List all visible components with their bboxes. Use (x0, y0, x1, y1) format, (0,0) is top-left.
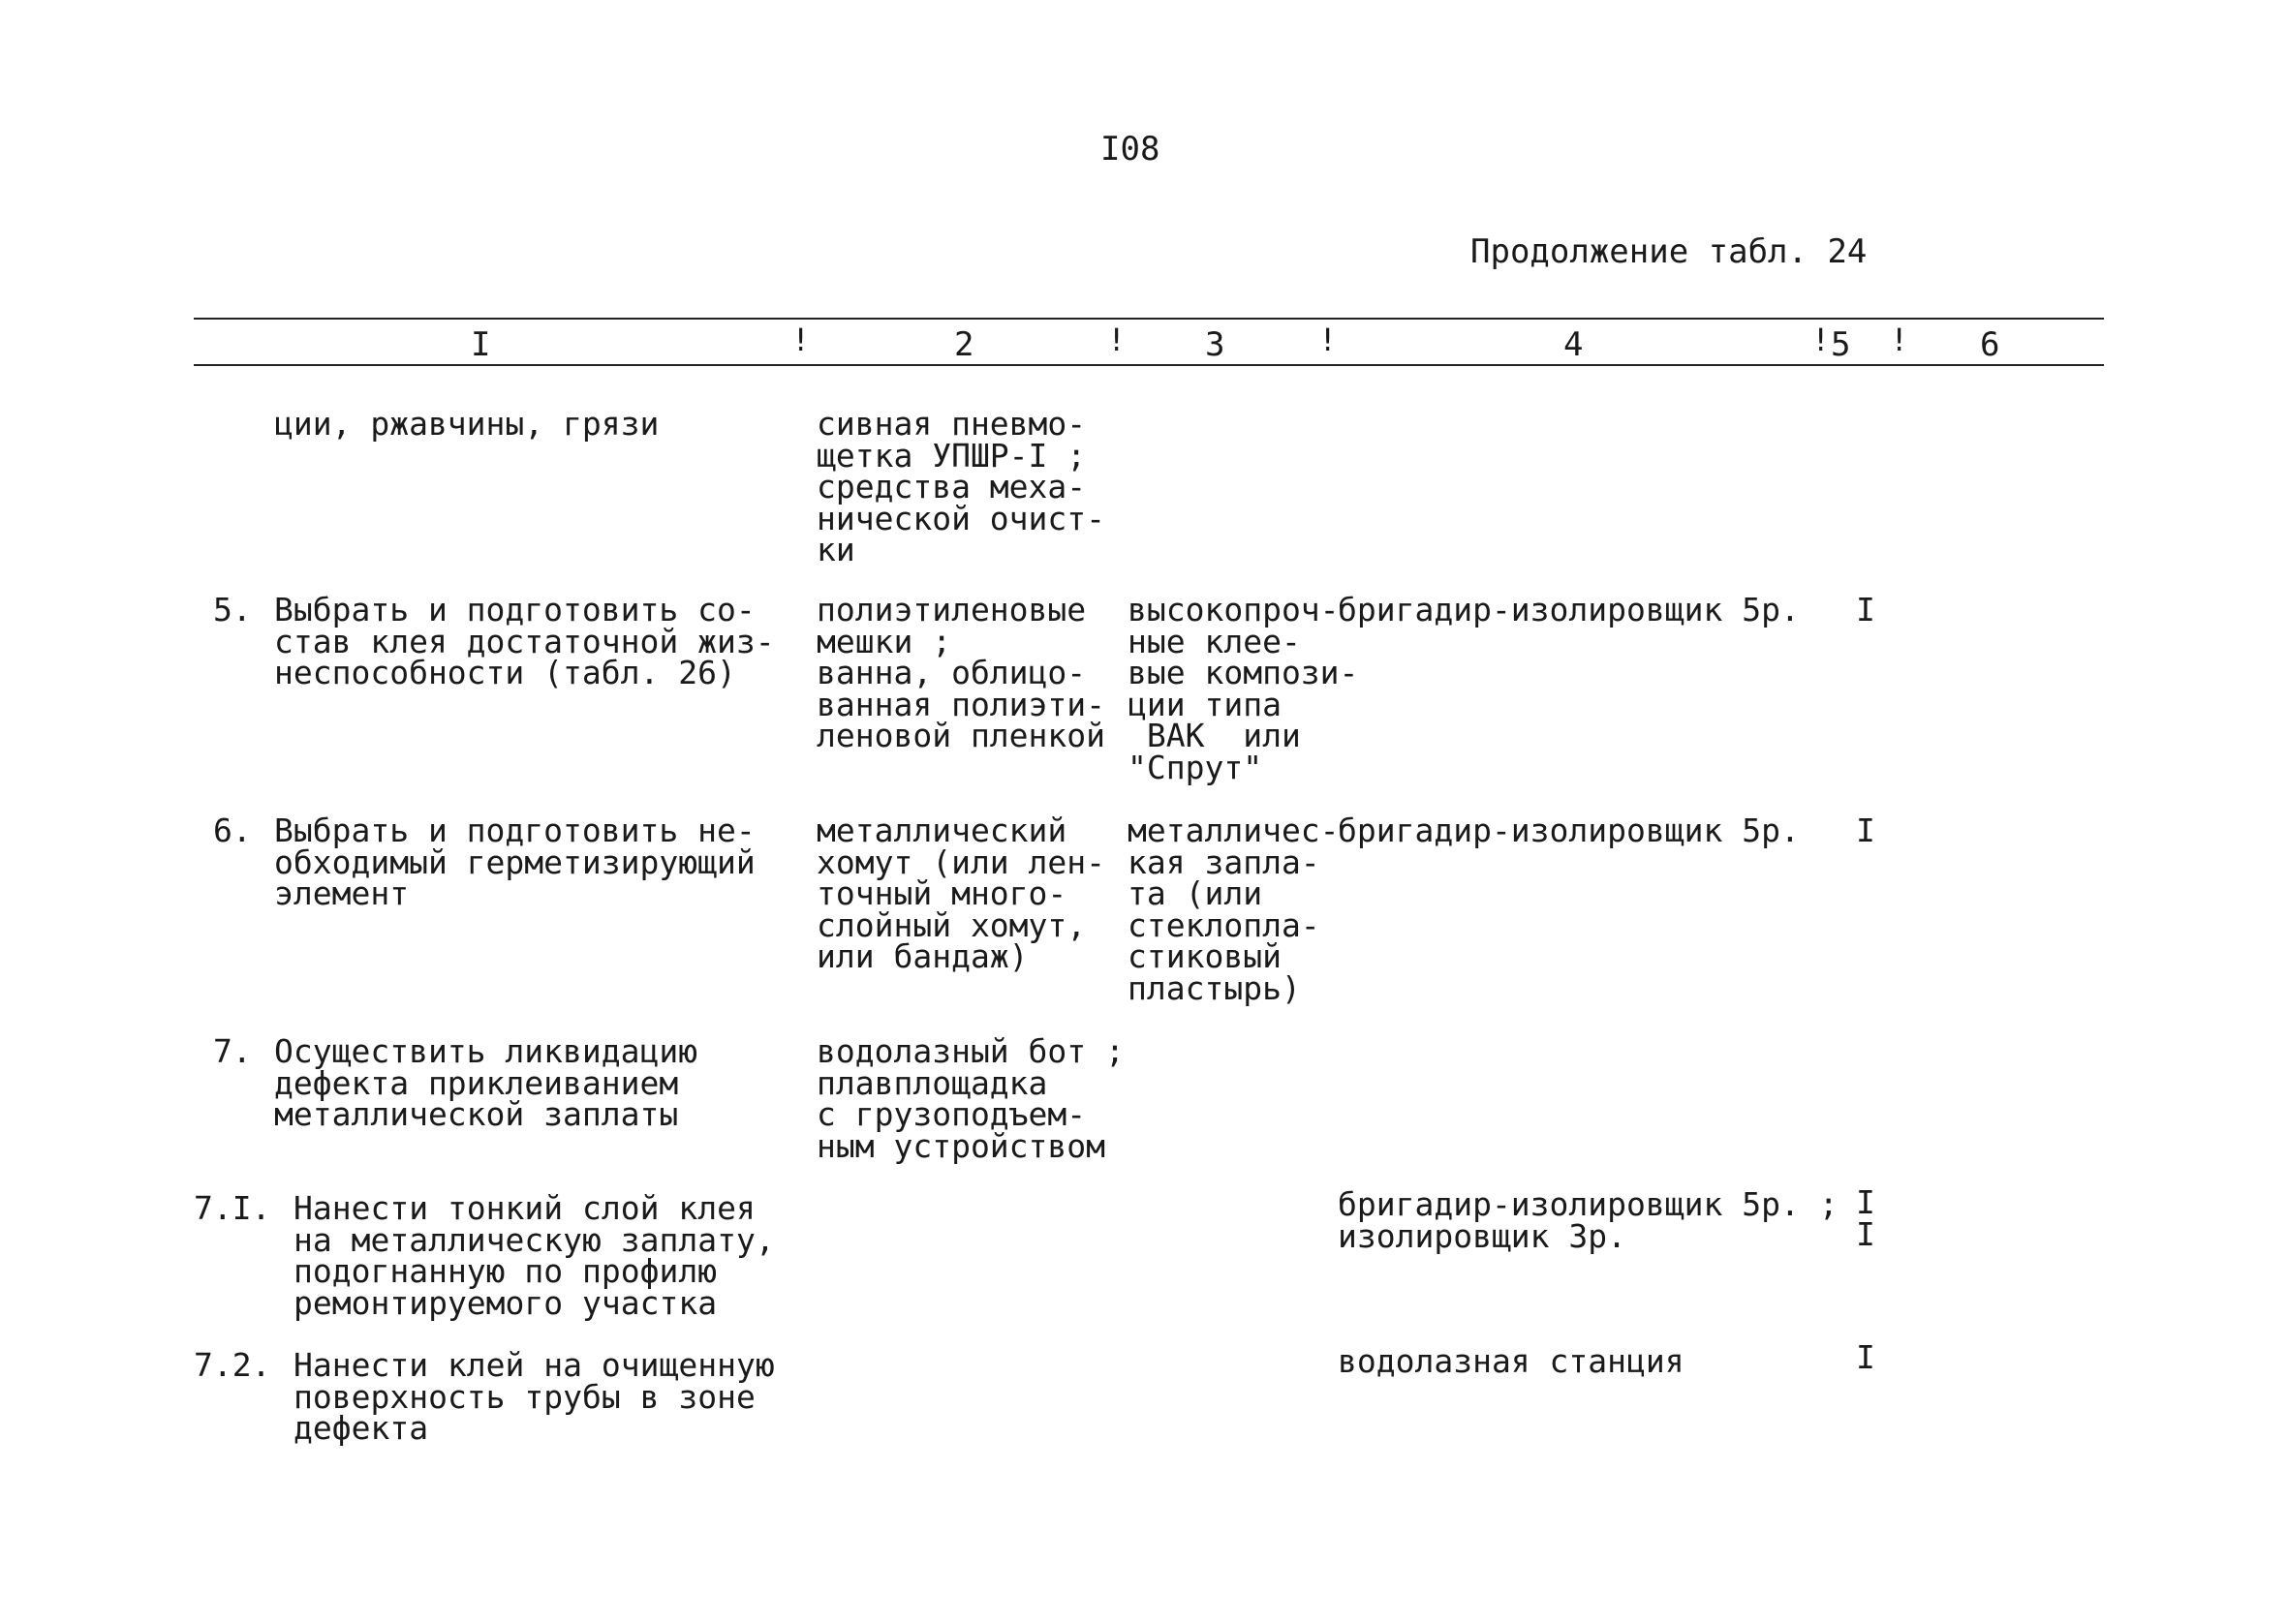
table-caption: Продолжение табл. 24 (1470, 232, 1868, 271)
row-materials: высокопроч- ные клее- вые компози- ции типа ВАК или "Спрут" (1128, 591, 1359, 786)
header-col-5: 5 (1831, 325, 1851, 364)
row-task-text: Выбрать и подготовить не- обходимый герметизирующий элемент (274, 812, 756, 912)
header-col-1: I (471, 325, 491, 364)
header-separator: ! (791, 322, 811, 358)
header-separator: ! (1318, 322, 1338, 358)
row-count: I (1856, 812, 1875, 849)
row-number: 5. (213, 591, 252, 628)
header-col-4: 4 (1563, 325, 1584, 364)
row-equipment: металлический хомут (или лен- точный много- слойный хомут, или бандаж) (817, 812, 1106, 975)
row-count: I (1856, 591, 1875, 628)
header-separator: ! (1107, 322, 1127, 358)
row-performer: водолазная станция (1338, 1342, 1684, 1380)
page-number: I08 (1100, 130, 1160, 169)
row-number: 7.2. (194, 1346, 271, 1384)
row-performer: бригадир-изолировщик 5р. (1338, 812, 1800, 849)
row-number: 7. (213, 1032, 252, 1070)
row-task-text: Нанести клей на очищенную поверхность трубы в зоне дефекта (294, 1346, 775, 1447)
row-task-text: Нанести тонкий слой клея на металлическую заплату, подогнанную по профилю ремонтируемого участка (294, 1189, 775, 1322)
header-col-2: 2 (954, 325, 974, 364)
row-materials: металличес- кая запла- та (или стеклопла- стиковый пластырь) (1128, 812, 1340, 1007)
row-performer: бригадир-изолировщик 5р. (1338, 591, 1800, 628)
row-number: 6. (213, 812, 252, 849)
header-separator: ! (1811, 322, 1831, 358)
row-equipment: сивная пневмо- щетка УПШР-I ; средства меха- нической очист- ки (817, 405, 1106, 568)
row-task-text: Осуществить ликвидацию дефекта приклеиванием металлической заплаты (274, 1032, 698, 1133)
row-number: 7.I. (194, 1189, 271, 1227)
row-count: I (1856, 1338, 1875, 1376)
row-equipment: водолазный бот ; плавплощадка с грузоподъем- ным устройством (817, 1032, 1125, 1165)
row-performer: бригадир-изолировщик 5р. ; изолировщик 3р. (1338, 1185, 1839, 1255)
row-task-text: Выбрать и подготовить со- став клея достаточной жиз- неспособности (табл. 26) (274, 591, 775, 691)
header-separator: ! (1890, 322, 1909, 358)
header-col-3: 3 (1205, 325, 1225, 364)
header-top-rule (194, 318, 2104, 320)
header-col-6: 6 (1980, 325, 2000, 364)
header-bottom-rule (194, 364, 2104, 366)
row-task-text: ции, ржавчины, грязи (274, 405, 660, 443)
row-count: I I (1856, 1183, 1875, 1253)
row-equipment: полиэтиленовые мешки ; ванна, облицо- ванная полиэти- леновой пленкой (817, 591, 1106, 754)
